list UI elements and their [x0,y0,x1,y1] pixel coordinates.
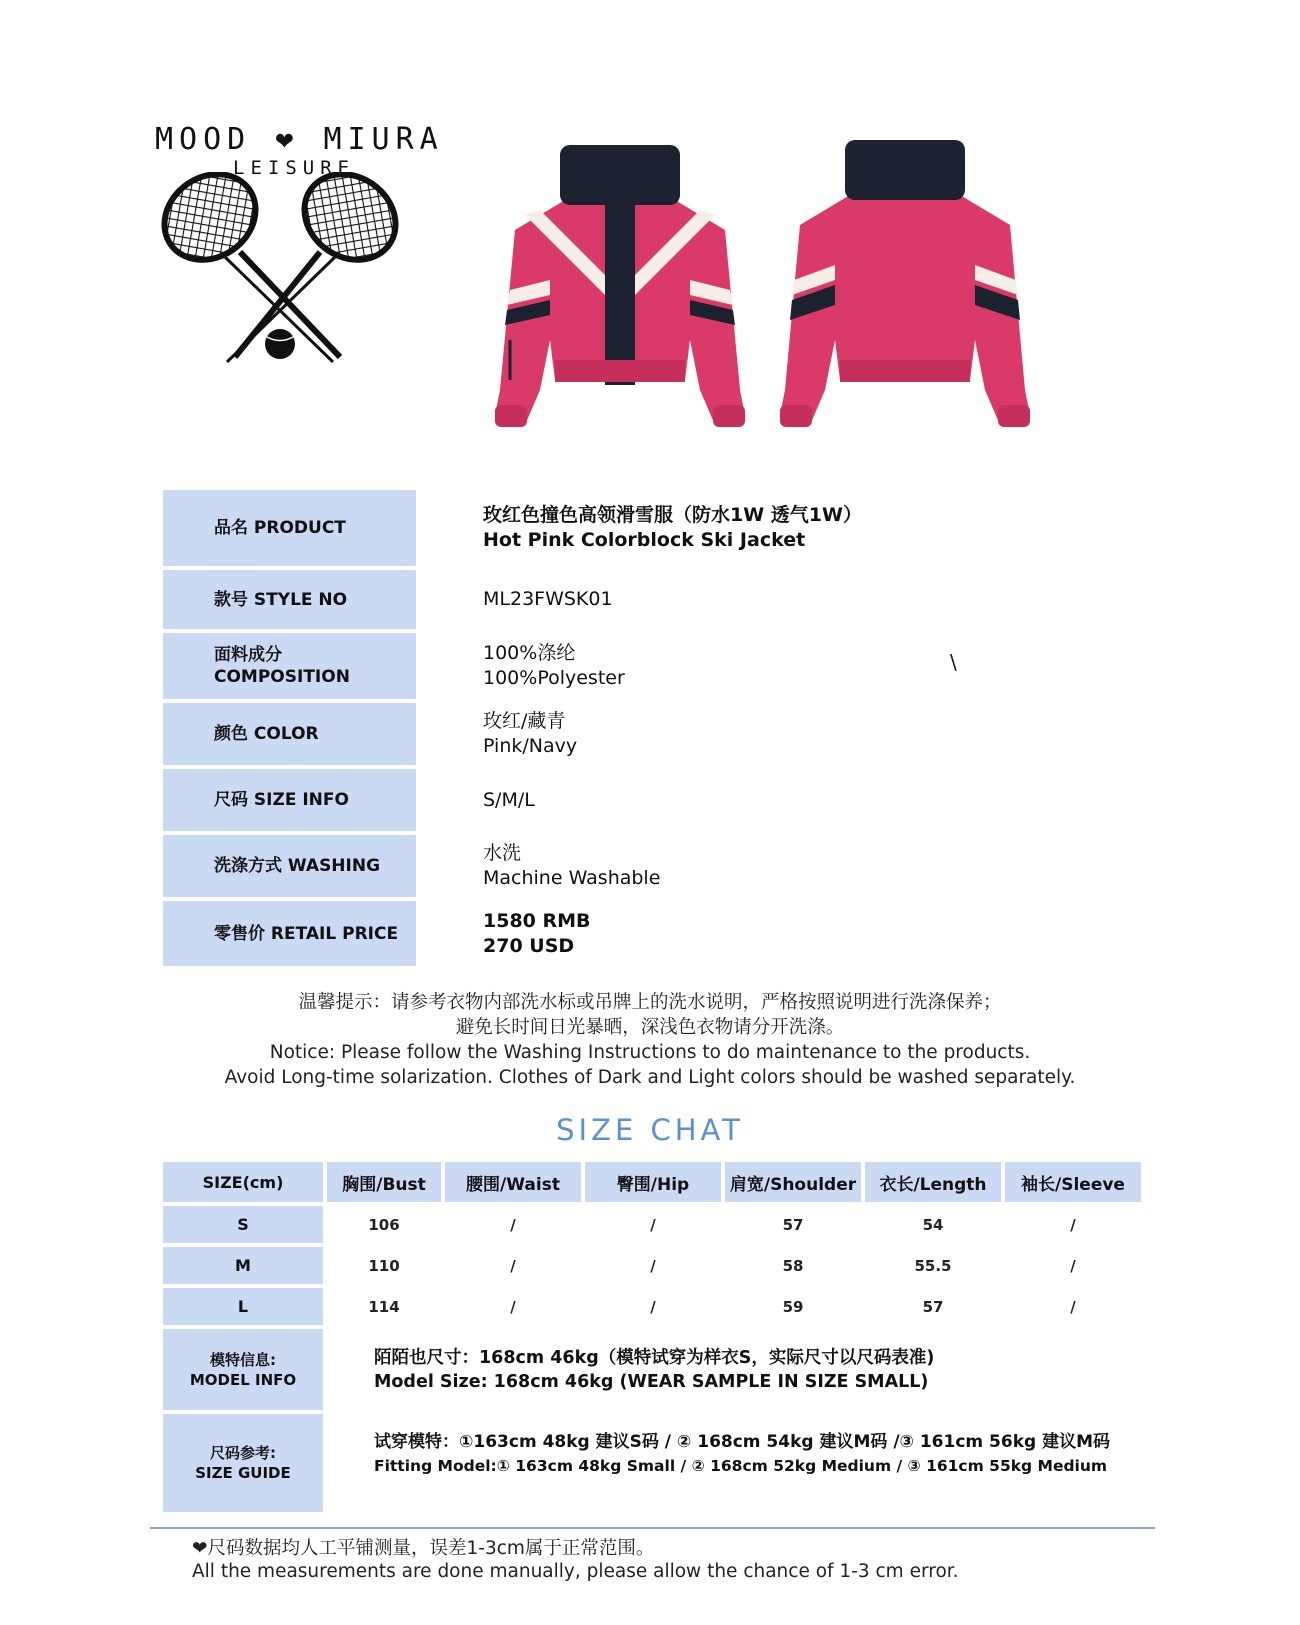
size-l-waist: / [510,1297,516,1316]
size-chart-title: SIZE CHAT [556,1113,744,1147]
size-m-waist: / [510,1256,516,1275]
size-guide-en: Fitting Model:① 163cm 48kg Small / ② 168cm 52kg Medium / ③ 161cm 55kg Medium [374,1457,1108,1475]
size-s-sleeve: / [1070,1215,1076,1234]
washing-value [483,835,1203,897]
jacket-front-image [495,140,745,450]
composition-label-cn: 面料成分 [214,645,282,665]
size-s-hip: / [650,1215,656,1234]
composition-cn: 100%涤纶 [483,642,576,664]
price-usd: 270 USD [483,934,575,957]
size-m-hip: / [650,1256,656,1275]
model-info-cn: 陌陌也尺寸：168cm 46kg（模特试穿为样衣S，实际尺寸以尺码表准) [374,1347,935,1368]
product-name-cn: 玫红色撞色高领滑雪服（防水1W 透气1W） [483,504,862,526]
color-en: Pink/Navy [483,735,578,757]
size-s-bust: 106 [368,1215,400,1234]
retail-price-value [483,901,1203,966]
washing-label: 洗涤方式 WASHING [163,835,416,897]
size-l-label: L [163,1288,323,1325]
retail-price-label: 零售价 RETAIL PRICE [163,901,416,966]
size-l-hip: / [650,1297,656,1316]
size-m-bust: 110 [368,1256,400,1275]
size-guide-label-en: SIZE GUIDE [195,1464,291,1482]
size-m-length: 55.5 [914,1256,952,1275]
style-no-text: ML23FWSK01 [483,588,613,610]
washing-notice [0,990,1300,1090]
size-s-length: 54 [922,1215,944,1234]
color-cn: 玫红/藏青 [483,710,566,732]
notice-line: Avoid Long-time solarization. Clothes of Dark and Light colors should be washed separately. [224,1067,1076,1088]
size-l-sleeve: / [1070,1297,1076,1316]
size-info-value [483,769,1203,831]
footer-divider [150,1527,1155,1529]
header-size: SIZE(cm) [163,1162,323,1202]
size-guide-value [374,1414,1154,1494]
disclaimer-en: All the measurements are done manually, please allow the chance of 1-3 cm error. [192,1561,959,1582]
model-info-label-en: MODEL INFO [189,1370,297,1389]
notice-line: 温馨提示：请参考衣物内部洗水标或吊牌上的洗水说明，严格按照说明进行洗涤保养； [298,992,1002,1013]
product-name-en: Hot Pink Colorblock Ski Jacket [483,529,806,551]
size-s-shoulder: 57 [782,1215,804,1234]
size-l-shoulder: 59 [782,1297,804,1316]
composition-label-en: COMPOSITION [214,667,350,687]
composition-value [483,633,1203,699]
tennis-rackets-logo-icon [155,172,425,377]
header-waist: 腰围/Waist [445,1162,581,1202]
style-no-value [483,570,1203,629]
header-hip: 臀围/Hip [585,1162,721,1202]
brand-name-right: MIURA [323,122,444,157]
composition-extra-mark: \ [950,650,957,674]
size-info-text: S/M/L [483,788,535,811]
size-l-length: 57 [922,1297,944,1316]
model-info-label-cn: 模特信息: [210,1350,276,1369]
washing-en: Machine Washable [483,867,661,889]
product-label: 品名 PRODUCT [163,490,416,566]
header-sleeve: 袖长/Sleeve [1005,1162,1141,1202]
jacket-back-image [780,140,1030,450]
size-guide-label-cn: 尺码参考: [210,1444,276,1462]
size-s-label: S [163,1206,323,1243]
composition-label [163,633,416,699]
composition-en: 100%Polyester [483,667,625,689]
style-no-label: 款号 STYLE NO [163,570,416,629]
notice-line: Notice: Please follow the Washing Instructions to do maintenance to the products. [269,1042,1031,1063]
brand-name-left: MOOD [155,122,252,157]
brand-logo-title [155,122,444,157]
size-guide-label [163,1414,323,1512]
model-info-en: Model Size: 168cm 46kg (WEAR SAMPLE IN SIZE SMALL) [374,1371,929,1392]
model-info-value [374,1329,1154,1410]
size-m-label: M [163,1247,323,1284]
product-name-value [483,490,1203,566]
header-shoulder: 肩宽/Shoulder [725,1162,861,1202]
size-m-shoulder: 58 [782,1256,804,1275]
notice-line: 避免长时间日光暴晒，深浅色衣物请分开洗涤。 [455,1017,845,1038]
size-s-waist: / [510,1215,516,1234]
size-m-sleeve: / [1070,1256,1076,1275]
size-info-label: 尺码 SIZE INFO [163,769,416,831]
color-value [483,703,1203,765]
price-rmb: 1580 RMB [483,909,591,932]
measurement-disclaimer [192,1537,959,1583]
size-l-bust: 114 [368,1297,400,1316]
washing-cn: 水洗 [483,842,522,864]
disclaimer-cn: ❤尺码数据均人工平铺测量，误差1-3cm属于正常范围。 [192,1538,655,1559]
brand-subtitle: LEISURE [233,157,356,179]
header-length: 衣长/Length [865,1162,1001,1202]
heart-icon: ❤ [275,122,300,157]
model-info-label [163,1329,323,1410]
header-bust: 胸围/Bust [327,1162,441,1202]
color-label: 颜色 COLOR [163,703,416,765]
size-guide-cn: 试穿模特：①163cm 48kg 建议S码 / ② 168cm 54kg 建议M码 /③ 161cm 56kg 建议M码 [374,1432,1111,1452]
